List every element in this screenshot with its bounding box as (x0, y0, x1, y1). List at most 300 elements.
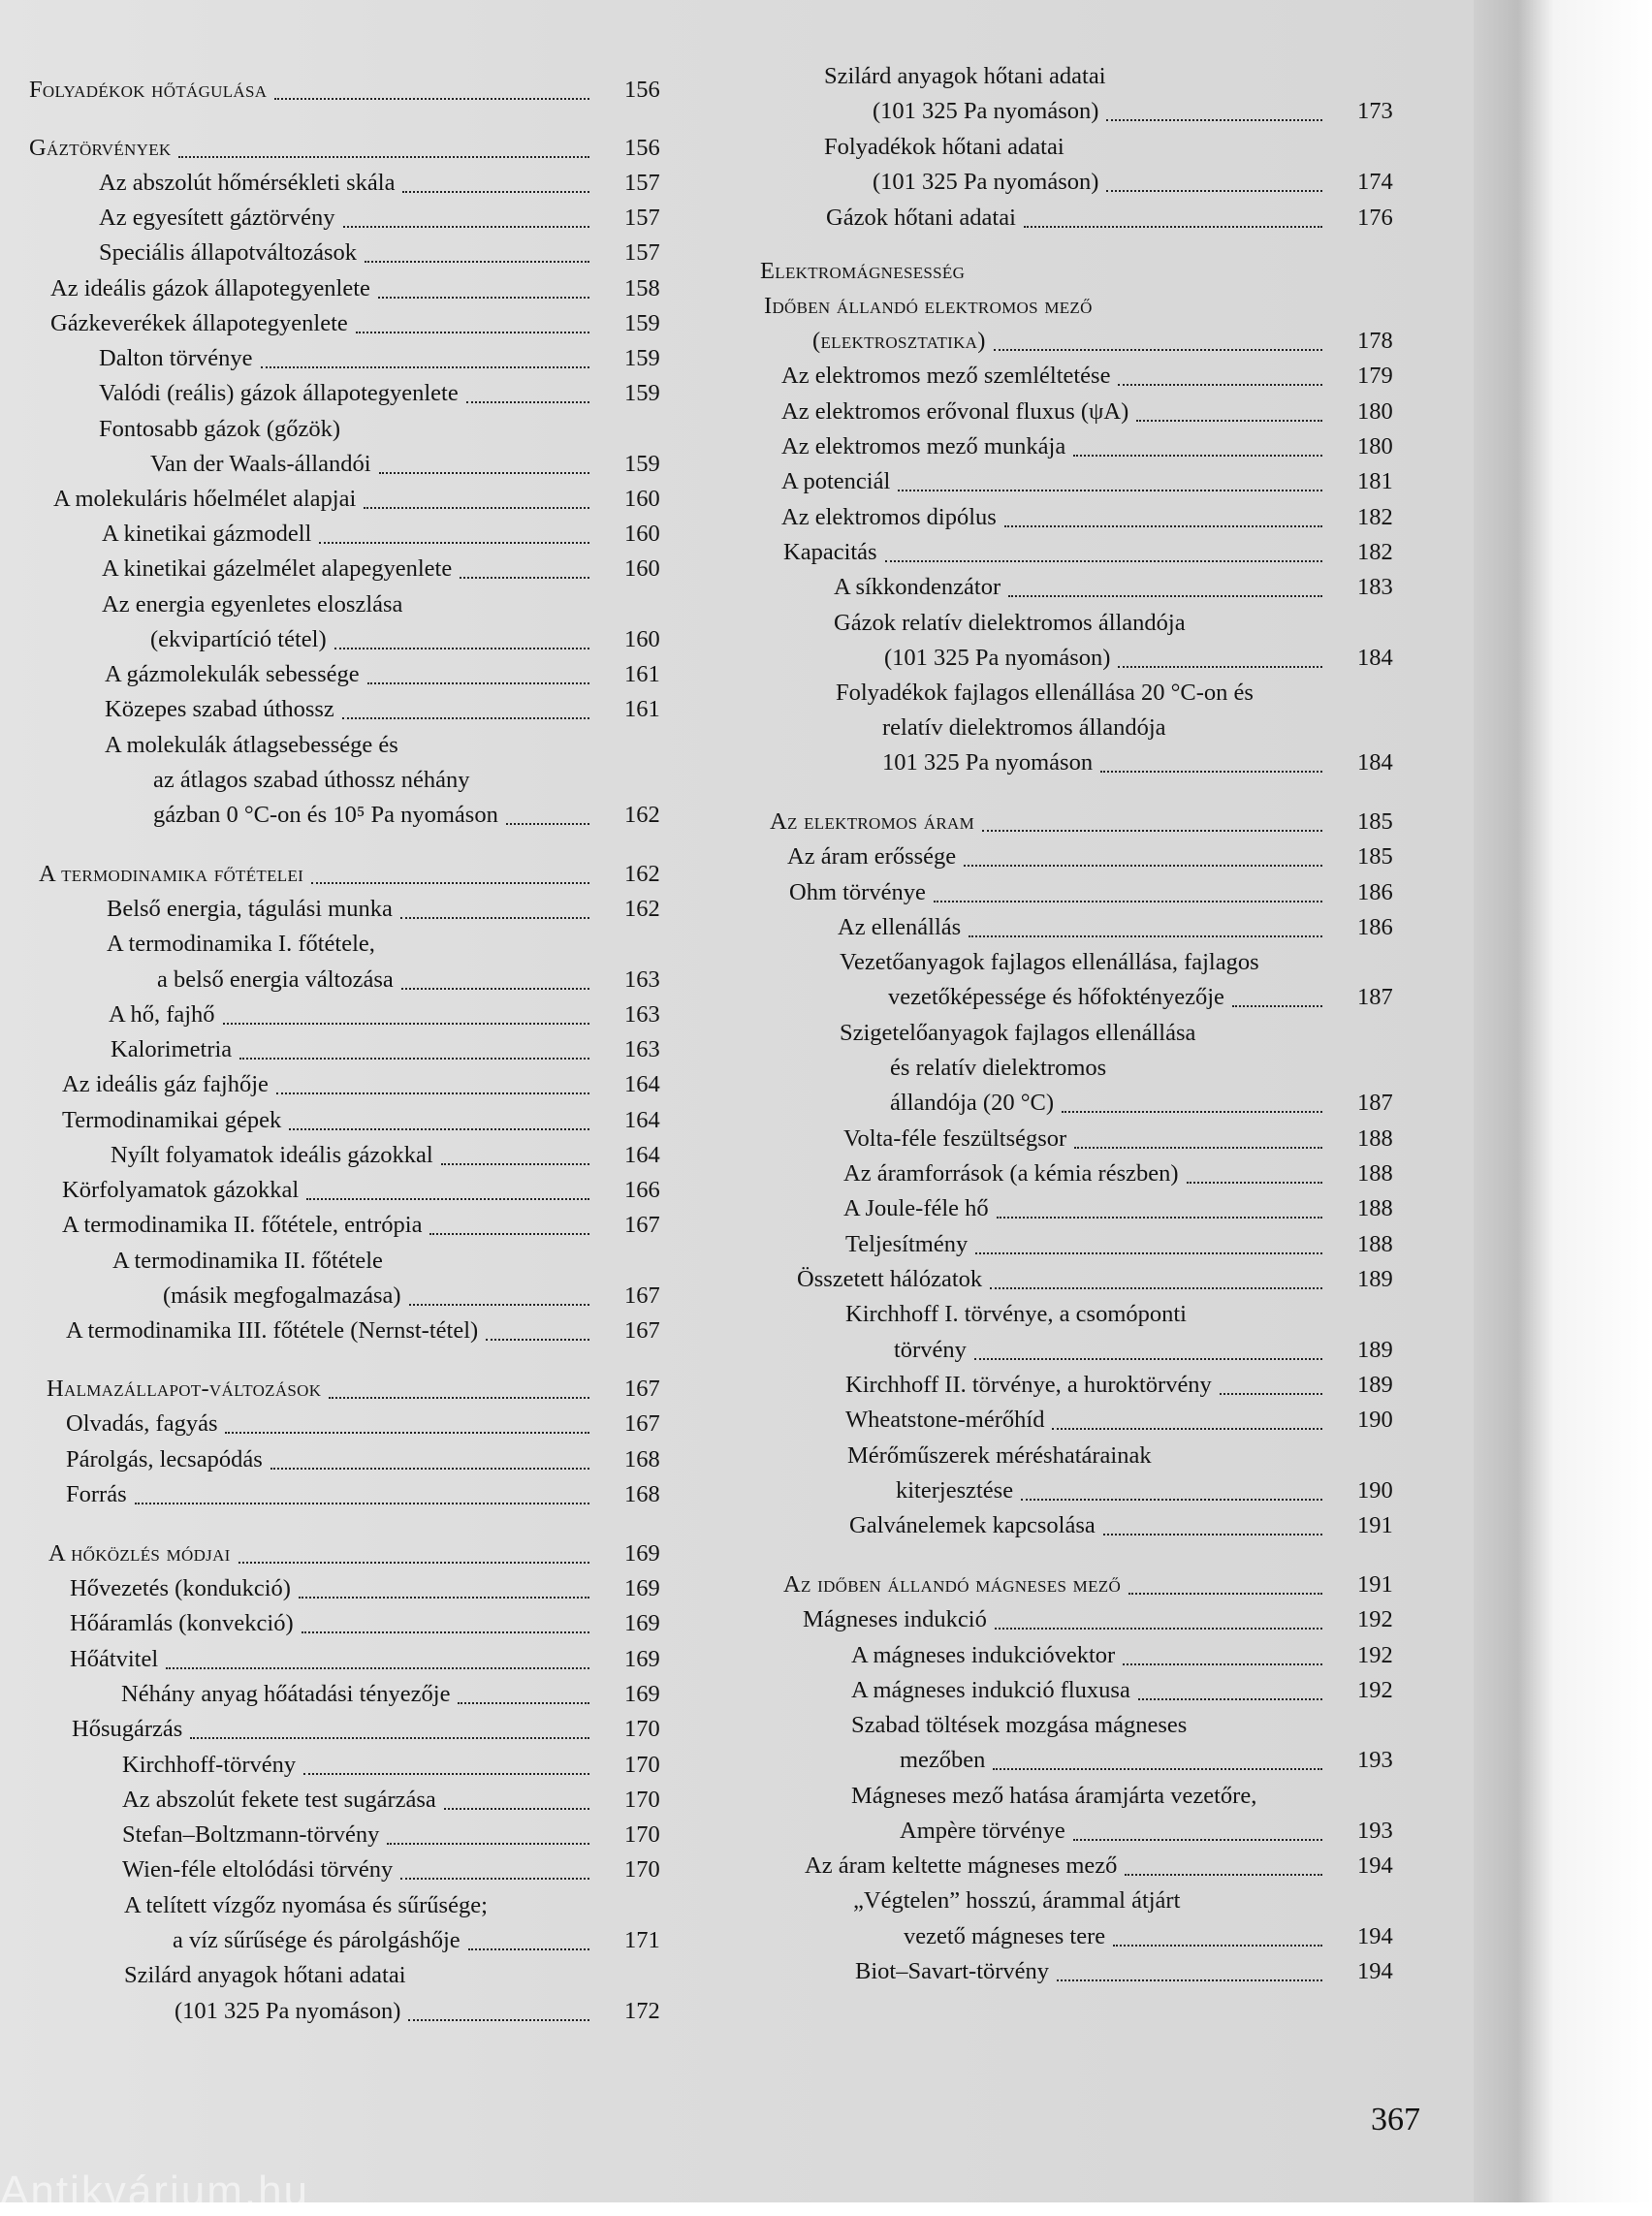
dot-leader (486, 1310, 589, 1341)
toc-page-number: 193 (1357, 1818, 1393, 1844)
toc-entry-title: A telített vízgőz nyomása és sűrűsége; (124, 1892, 488, 1918)
toc-page-number: 167 (624, 1317, 660, 1344)
toc-entry (737, 878, 1415, 907)
toc-entry-title: A gázmolekulák sebessége (105, 661, 360, 687)
toc-entry-title: Ohm törvénye (789, 879, 926, 905)
dot-leader (506, 794, 589, 825)
dot-leader (223, 994, 589, 1025)
toc-entry-title: Szigetelőanyagok fajlagos ellenállása (840, 1020, 1196, 1046)
dot-leader (239, 1029, 589, 1060)
toc-entry-title: Belső energia, tágulási munka (107, 896, 393, 922)
toc-entry-title: Az ellenállás (838, 914, 962, 940)
toc-entry-title: Párolgás, lecsapódás (66, 1446, 263, 1472)
toc-page-number: 181 (1357, 468, 1393, 494)
toc-page-number: 169 (624, 1646, 660, 1672)
toc-entry-title: Stefan–Boltzmann-törvény (122, 1821, 380, 1848)
toc-entry (737, 748, 1415, 777)
toc-page-number: 191 (1357, 1571, 1393, 1598)
toc-page-number: 189 (1357, 1266, 1393, 1292)
toc-entry (737, 1441, 1415, 1471)
toc-entry-title: Az ideális gázok állapotegyenlete (50, 275, 370, 301)
toc-page-number: 174 (1357, 169, 1393, 195)
toc-page-number: 194 (1357, 1923, 1393, 1949)
dot-leader (885, 531, 1322, 562)
toc-entry-title: Mágneses indukció (803, 1606, 987, 1632)
toc-entry (737, 1676, 1415, 1705)
toc-entry-title: (101 325 Pa nyomáson) (884, 645, 1111, 671)
toc-entry (0, 554, 683, 584)
toc-page-number: 190 (1357, 1407, 1393, 1433)
dot-leader (261, 337, 589, 368)
dot-leader (342, 688, 589, 719)
toc-entry (737, 1746, 1415, 1775)
toc-page-number: 180 (1357, 433, 1393, 459)
toc-page-number: 168 (624, 1481, 660, 1507)
toc-entry-title: Teljesítmény (845, 1231, 969, 1257)
dot-leader (400, 888, 589, 919)
dot-leader (969, 906, 1322, 937)
toc-section-heading: A termodinamika főtételei (39, 861, 304, 887)
toc-entry-title: gázban 0 °C-on és 10⁵ Pa nyomáson (153, 802, 498, 828)
dot-leader (1128, 1564, 1322, 1595)
dot-leader (1021, 1470, 1322, 1501)
dot-leader (238, 1533, 589, 1564)
toc-page-number: 192 (1357, 1642, 1393, 1668)
toc-page-number: 169 (624, 1575, 660, 1601)
toc-entry-title: A hő, fajhő (109, 1001, 215, 1028)
toc-entry (0, 1855, 683, 1884)
toc-entry (737, 1019, 1415, 1048)
toc-page-number: 182 (1357, 539, 1393, 565)
toc-entry-title: a belső energia változása (157, 966, 394, 993)
toc-entry-title: A mágneses indukcióvektor (851, 1642, 1116, 1668)
dot-leader (365, 232, 589, 263)
toc-entry (737, 609, 1415, 638)
toc-entry-title: Van der Waals-állandói (150, 451, 371, 477)
toc-entry-title: Kirchhoff I. törvénye, a csomóponti (845, 1301, 1187, 1327)
toc-section-heading: A hőközlés módjai (48, 1540, 231, 1567)
dot-leader (1106, 161, 1322, 192)
dot-leader (444, 1779, 589, 1810)
toc-page-number: 157 (624, 170, 660, 196)
toc-entry-title: Valódi (reális) gázok állapotegyenlete (99, 380, 459, 406)
toc-page-number: 169 (624, 1610, 660, 1636)
toc-page-number: 160 (624, 555, 660, 582)
toc-page-number: 187 (1357, 984, 1393, 1010)
toc-entry-title: Az elektromos mező munkája (781, 433, 1066, 459)
dot-leader (1008, 566, 1322, 597)
toc-entry (737, 983, 1415, 1012)
toc-entry (737, 1124, 1415, 1154)
toc-page-number: 187 (1357, 1090, 1393, 1116)
dot-leader (408, 1990, 589, 2021)
dot-leader (334, 618, 589, 649)
dot-leader (1136, 391, 1322, 422)
toc-section-heading: Az elektromos áram (770, 808, 975, 835)
toc-entry-title: Az ideális gáz fajhője (62, 1071, 269, 1097)
toc-page-number: 191 (1357, 1512, 1393, 1538)
toc-page-number: 160 (624, 486, 660, 512)
toc-page-number: 189 (1357, 1372, 1393, 1398)
dot-leader (311, 853, 589, 884)
toc-entry (0, 1141, 683, 1170)
toc-entry (0, 520, 683, 549)
toc-page-number: 160 (624, 626, 660, 652)
dot-leader (982, 801, 1322, 832)
toc-page-number: 172 (624, 1998, 660, 2024)
watermark: Antikvárium.hu (0, 2168, 310, 2215)
toc-entry-title: Mágneses mező hatása áramjárta vezetőre, (851, 1783, 1257, 1809)
toc-entry (0, 966, 683, 995)
toc-entry (737, 842, 1415, 871)
toc-page-number: 178 (1357, 328, 1393, 354)
dot-leader (1123, 1634, 1322, 1665)
toc-page-number: 161 (624, 696, 660, 722)
toc-entry-title: Az áramforrások (a kémia részben) (843, 1160, 1179, 1187)
toc-page-number: 167 (624, 1410, 660, 1437)
dot-leader (898, 460, 1322, 491)
toc-entry-title: Gázok relatív dielektromos állandója (834, 610, 1186, 636)
dot-leader (1232, 976, 1322, 1007)
toc-entry (0, 895, 683, 924)
toc-entry-title: Kirchhoff II. törvénye, a huroktörvény (845, 1372, 1212, 1398)
toc-page-number: 170 (624, 1787, 660, 1813)
toc-entry (737, 1476, 1415, 1505)
toc-entry-title: Gázok hőtani adatai (826, 205, 1016, 231)
toc-entry-title: A termodinamika II. főtétele (112, 1248, 383, 1274)
dot-leader (1057, 1950, 1322, 1981)
toc-entry (0, 415, 683, 444)
toc-entry-title: állandója (20 °C) (890, 1090, 1054, 1116)
toc-entry (0, 625, 683, 654)
toc-entry-title: a víz sűrűsége és párolgáshője (173, 1927, 461, 1953)
toc-entry-title: Az elektromos erővonal fluxus (ψA) (781, 398, 1129, 425)
toc-entry-title: Folyadékok hőtani adatai (824, 134, 1064, 160)
dot-leader (329, 1368, 589, 1399)
toc-entry-title: Kirchhoff-törvény (122, 1752, 297, 1778)
toc-entry (0, 801, 683, 830)
toc-page-number: 168 (624, 1446, 660, 1472)
toc-entry (737, 1782, 1415, 1811)
toc-page-number: 188 (1357, 1125, 1393, 1152)
toc-entry-title: Közepes szabad úthossz (105, 696, 334, 722)
toc-entry (737, 97, 1415, 126)
dot-leader (299, 1567, 589, 1599)
toc-entry (737, 1406, 1415, 1435)
toc-entry (737, 644, 1415, 673)
toc-entry (0, 309, 683, 338)
toc-entry (737, 573, 1415, 602)
toc-page-number: 164 (624, 1142, 660, 1168)
toc-section-heading: Folyadékok hőtágulása (29, 77, 268, 103)
toc-entry (737, 1922, 1415, 1951)
toc-page-number: 160 (624, 521, 660, 547)
toc-page-number: 157 (624, 239, 660, 266)
toc-entry (737, 1336, 1415, 1365)
dot-leader (270, 1439, 589, 1470)
toc-entry (737, 168, 1415, 197)
toc-page-number: 193 (1357, 1747, 1393, 1773)
toc-entry (737, 1852, 1415, 1881)
dot-leader (302, 1602, 589, 1633)
toc-entry (0, 1997, 683, 2026)
dot-leader (378, 268, 589, 299)
toc-entry (0, 1409, 683, 1439)
toc-entry (737, 1159, 1415, 1188)
toc-section-heading: Gáztörvények (29, 135, 172, 161)
toc-page-number: 173 (1357, 98, 1393, 124)
toc-section-heading: Az időben állandó mágneses mező (783, 1571, 1122, 1598)
dot-leader (402, 162, 589, 193)
dot-leader (997, 1187, 1322, 1219)
dot-leader (387, 1814, 589, 1845)
toc-entry (0, 76, 683, 105)
toc-entry (737, 1511, 1415, 1540)
toc-entry (737, 327, 1415, 356)
toc-entry (0, 1539, 683, 1568)
dot-leader (1118, 637, 1322, 668)
toc-entry-title: A termodinamika III. főtétele (Nernst-tétel) (66, 1317, 479, 1344)
dot-leader (364, 478, 589, 509)
toc-entry (0, 1375, 683, 1404)
toc-entry (0, 134, 683, 163)
toc-page-number: 157 (624, 205, 660, 231)
toc-page-number: 183 (1357, 574, 1393, 600)
toc-entry (737, 1194, 1415, 1223)
dot-leader (401, 959, 589, 990)
toc-entry-title: Az energia egyenletes eloszlása (102, 591, 403, 617)
dot-leader (468, 1919, 589, 1950)
toc-entry (737, 807, 1415, 837)
toc-entry (0, 695, 683, 724)
toc-entry-title: Ampère törvénye (900, 1818, 1065, 1844)
toc-entry-title: törvény (894, 1337, 967, 1363)
toc-entry (737, 679, 1415, 708)
toc-entry (0, 1316, 683, 1345)
toc-entry-title: vezető mágneses tere (904, 1923, 1106, 1949)
toc-page-number: 188 (1357, 1160, 1393, 1187)
toc-entry-title: A potenciál (781, 468, 891, 494)
toc-entry-title: az átlagos szabad úthossz néhány (153, 767, 470, 793)
dot-leader (166, 1638, 589, 1669)
toc-page-number: 163 (624, 966, 660, 993)
toc-entry-title: Folyadékok fajlagos ellenállása 20 °C-on és (836, 680, 1254, 706)
dot-leader (1062, 1082, 1322, 1113)
toc-entry-title: A molekulák átlagsebessége és (105, 732, 398, 758)
toc-entry-title: A kinetikai gázelmélet alapegyenlete (102, 555, 453, 582)
toc-page-number: 167 (624, 1212, 660, 1238)
toc-entry-title: Az abszolút fekete test sugárzása (122, 1787, 436, 1813)
toc-entry-title: Az elektromos mező szemléltetése (781, 363, 1111, 389)
toc-entry (737, 204, 1415, 233)
toc-entry-title: (101 325 Pa nyomáson) (873, 98, 1099, 124)
toc-page-number: 167 (624, 1376, 660, 1402)
toc-entry (737, 292, 1415, 321)
dot-leader (367, 653, 589, 684)
toc-page-number: 188 (1357, 1231, 1393, 1257)
toc-entry (0, 450, 683, 479)
toc-entry (0, 169, 683, 198)
toc-entry (0, 1106, 683, 1135)
toc-entry (0, 1211, 683, 1240)
toc-entry (737, 1570, 1415, 1599)
toc-entry-title: A mágneses indukció fluxusa (851, 1677, 1130, 1703)
toc-page-number: 176 (1357, 205, 1393, 231)
toc-page-number: 184 (1357, 749, 1393, 776)
toc-entry (0, 1961, 683, 1990)
dot-leader (1138, 1669, 1322, 1700)
toc-entry (0, 766, 683, 795)
toc-page-number: 192 (1357, 1677, 1393, 1703)
toc-entry-title: (másik megfogalmazása) (163, 1282, 401, 1309)
toc-entry-title: Az áram erőssége (787, 843, 957, 870)
toc-entry-title: A kinetikai gázmodell (102, 521, 312, 547)
dot-leader (225, 1403, 589, 1434)
toc-entry-title: (101 325 Pa nyomáson) (175, 1998, 401, 2024)
toc-page-number: 194 (1357, 1852, 1393, 1879)
toc-entry-title: Wien-féle eltolódási törvény (122, 1856, 394, 1883)
toc-entry (737, 1054, 1415, 1083)
dot-leader (1220, 1364, 1322, 1395)
toc-entry-title: Fontosabb gázok (gőzök) (99, 416, 341, 442)
toc-entry (0, 238, 683, 268)
toc-entry-title: A termodinamika II. főtétele, entrópia (62, 1212, 423, 1238)
dot-leader (1052, 1399, 1322, 1430)
toc-page-number: 162 (624, 896, 660, 922)
toc-entry (737, 1230, 1415, 1259)
toc-entry (737, 1641, 1415, 1670)
dot-leader (1106, 90, 1322, 121)
dot-leader (400, 1849, 589, 1880)
toc-page-number: 189 (1357, 1337, 1393, 1363)
toc-entry (0, 1247, 683, 1276)
dot-leader (274, 69, 589, 100)
toc-entry (737, 1886, 1415, 1915)
toc-section-heading: (elektrosztatika) (812, 328, 986, 354)
toc-entry (0, 1926, 683, 1955)
toc-entry-title: Mérőműszerek méréshatárainak (847, 1442, 1152, 1469)
toc-entry (0, 930, 683, 959)
dot-leader (1118, 355, 1322, 386)
toc-entry-title: (ekvipartíció tétel) (150, 626, 327, 652)
dot-leader (1073, 426, 1322, 457)
dot-leader (356, 302, 589, 333)
toc-entry-title: és relatív dielektromos (890, 1055, 1107, 1081)
toc-entry-title: Nyílt folyamatok ideális gázokkal (111, 1142, 433, 1168)
toc-entry (737, 1300, 1415, 1329)
toc-page-number: 180 (1357, 398, 1393, 425)
toc-entry (737, 1371, 1415, 1400)
toc-entry-title: 101 325 Pa nyomáson (882, 749, 1094, 776)
toc-entry (737, 1265, 1415, 1294)
toc-entry-title: Hőáramlás (konvekció) (70, 1610, 294, 1636)
dot-leader (993, 1739, 1322, 1770)
dot-leader (1074, 1118, 1322, 1149)
toc-entry-title: Szabad töltések mozgása mágneses (851, 1712, 1188, 1738)
toc-page-number: 179 (1357, 363, 1393, 389)
toc-page-number: 156 (624, 77, 660, 103)
dot-leader (379, 443, 589, 474)
toc-page-number: 166 (624, 1177, 660, 1203)
toc-entry (737, 62, 1415, 91)
toc-entry-title: „Végtelen” hosszú, árammal átjárt (853, 1887, 1181, 1914)
toc-entry (0, 1786, 683, 1815)
toc-entry-title: vezetőképessége és hőfoktényezője (888, 984, 1224, 1010)
toc-entry-title: Termodinamikai gépek (62, 1107, 282, 1133)
toc-entry-title: A Joule-féle hő (843, 1195, 989, 1221)
toc-entry (0, 379, 683, 408)
toc-entry (0, 274, 683, 303)
toc-entry-title: Kapacitás (783, 539, 877, 565)
toc-page-number: 159 (624, 380, 660, 406)
dot-leader (1073, 1810, 1322, 1841)
toc-entry (0, 590, 683, 619)
page-number: 367 (1371, 2102, 1420, 2137)
toc-page-number: 159 (624, 451, 660, 477)
toc-entry-title: Volta-féle feszültségsor (843, 1125, 1067, 1152)
dot-leader (974, 1329, 1322, 1360)
toc-entry (737, 362, 1415, 391)
dot-leader (975, 1223, 1322, 1254)
toc-entry (0, 1282, 683, 1311)
toc-entry (737, 538, 1415, 567)
toc-entry (737, 1957, 1415, 1986)
toc-page-number: 170 (624, 1821, 660, 1848)
dot-leader (964, 836, 1322, 867)
dot-leader (178, 127, 589, 158)
toc-entry (0, 731, 683, 760)
toc-page-number: 170 (624, 1856, 660, 1883)
toc-entry-title: Hőátvitel (70, 1646, 159, 1672)
dot-leader (429, 1204, 589, 1235)
dot-leader (1004, 496, 1322, 527)
toc-entry-title: Az abszolút hőmérsékleti skála (99, 170, 396, 196)
toc-page-number: 182 (1357, 504, 1393, 530)
toc-entry-title: Hősugárzás (72, 1716, 183, 1742)
toc-entry-title: Forrás (66, 1481, 127, 1507)
toc-page-number: 163 (624, 1001, 660, 1028)
toc-entry (737, 713, 1415, 743)
toc-page-number: 162 (624, 861, 660, 887)
toc-entry (0, 1609, 683, 1638)
dot-leader (1103, 1504, 1322, 1535)
toc-page-number: 170 (624, 1752, 660, 1778)
toc-entry-title: Az elektromos dipólus (781, 504, 997, 530)
toc-entry (0, 485, 683, 514)
toc-entry-title: A síkkondenzátor (834, 574, 1001, 600)
toc-entry-title: Kalorimetria (111, 1036, 233, 1062)
dot-leader (190, 1708, 589, 1739)
toc-page-number: 159 (624, 310, 660, 336)
toc-page-number: 161 (624, 661, 660, 687)
toc-page-number: 158 (624, 275, 660, 301)
toc-entry-title: Az áram keltette mágneses mező (805, 1852, 1118, 1879)
toc-page-number: 170 (624, 1716, 660, 1742)
dot-leader (994, 320, 1322, 351)
toc-entry-title: Galvánelemek kapcsolása (849, 1512, 1096, 1538)
dot-leader (276, 1063, 589, 1094)
toc-page-number: 185 (1357, 843, 1393, 870)
toc-entry (0, 1000, 683, 1029)
toc-entry-title: Vezetőanyagok fajlagos ellenállása, fajlagos (840, 949, 1259, 975)
toc-entry (737, 432, 1415, 461)
toc-page-number: 169 (624, 1681, 660, 1707)
toc-page-number: 159 (624, 345, 660, 371)
toc-page-number: 156 (624, 135, 660, 161)
toc-entry (0, 1176, 683, 1205)
toc-entry (737, 1817, 1415, 1846)
toc-section-heading: Időben állandó elektromos mező (764, 293, 1093, 319)
